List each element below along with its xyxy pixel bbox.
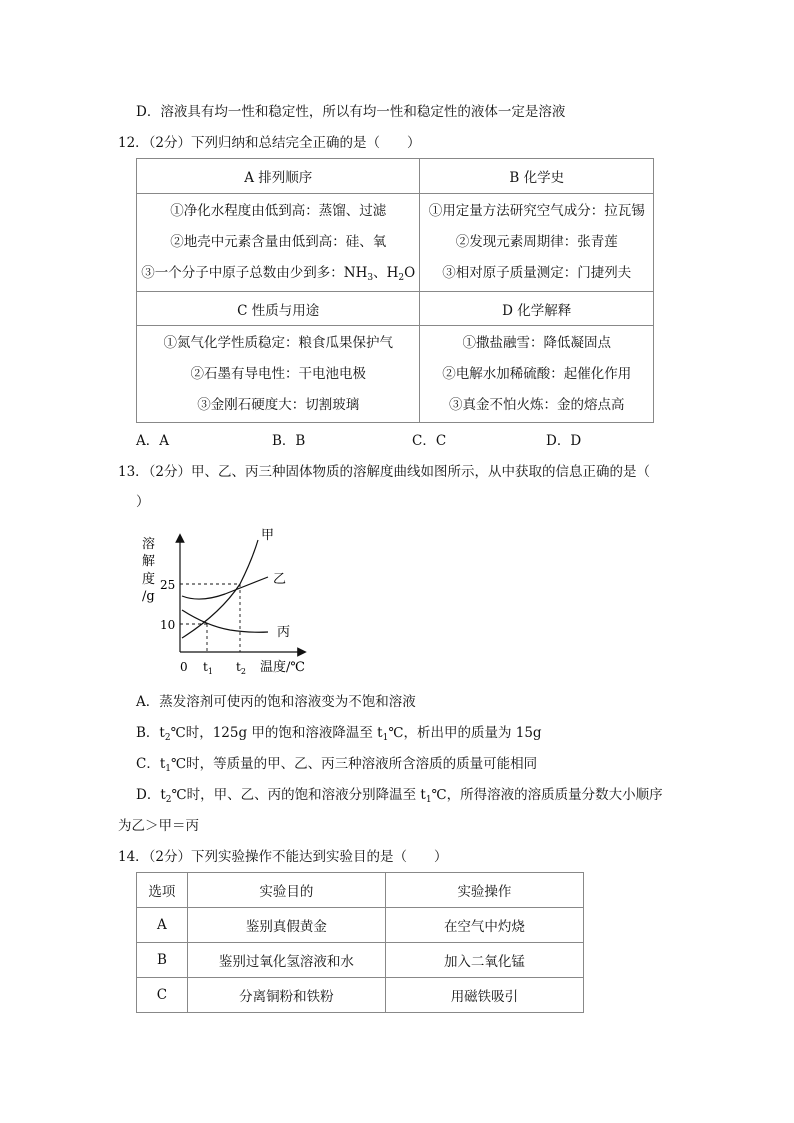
q12-cell-c xyxy=(137,326,420,423)
y-tick-25: 25 xyxy=(160,578,176,592)
q12-header-d: D 化学解释 xyxy=(420,292,654,326)
q14-row-b-purpose: 鉴别过氧化氢溶液和水 xyxy=(187,943,385,978)
q12-stem: 12．（2分）下列归纳和总结完全正确的是（ ） xyxy=(118,135,421,151)
y-label-char-2: 解 xyxy=(142,554,156,569)
y-label-char-3: 度 xyxy=(142,572,156,587)
curve-label-bing: 丙 xyxy=(277,625,291,640)
q12-d-item-1: ①撒盐融雪：降低凝固点 xyxy=(462,334,611,351)
q12-a-item-3: ③一个分子中原子总数由少到多：$NH_3$、$H_2O$ xyxy=(141,265,416,283)
q13-stem-line-1: 13．（2分）甲、乙、丙三种固体物质的溶解度曲线如图所示，从中获取的信息正确的是（ xyxy=(118,464,651,480)
curve-label-yi: 乙 xyxy=(273,572,287,587)
q12-cell-d xyxy=(420,326,654,423)
q14-row-c-purpose: 分离铜粉和铁粉 xyxy=(187,978,385,1013)
x-axis-label: 温度/℃ xyxy=(260,660,305,675)
q12-d-item-2: ②电解水加稀硫酸：起催化作用 xyxy=(442,365,632,382)
q13-option-a: A．蒸发溶剂可使丙的饱和溶液变为不饱和溶液 xyxy=(136,694,416,710)
q13-option-c: C．$t_1℃$时，等质量的甲、乙、丙三种溶液所含溶质的质量可能相同 xyxy=(136,756,538,774)
q12-c-item-3: ③金刚石硬度大：切割玻璃 xyxy=(197,396,360,413)
curve-yi xyxy=(182,577,268,599)
q12-header-b: B 化学史 xyxy=(420,159,654,194)
table-row xyxy=(137,978,584,1013)
q14-header-purpose: 实验目的 xyxy=(187,873,385,908)
q12-option-a: A．A xyxy=(136,433,169,449)
q12-option-b: B．B xyxy=(272,433,306,449)
q12-cell-b xyxy=(420,194,654,292)
q12-header-c: C 性质与用途 xyxy=(137,292,420,326)
q14-row-b-operation: 加入二氧化锰 xyxy=(385,943,583,978)
q12-b-item-1: ①用定量方法研究空气成分：拉瓦锡 xyxy=(428,203,645,219)
q12-c-item-1: ①氮气化学性质稳定：粮食瓜果保护气 xyxy=(163,334,393,351)
q14-row-c-option: C xyxy=(137,978,188,1013)
table-row xyxy=(137,943,584,978)
x-tick-0: 0 xyxy=(180,660,188,674)
x-tick-t1: $t_1$ xyxy=(203,660,213,676)
curve-label-jia: 甲 xyxy=(261,528,275,543)
q12-table xyxy=(136,158,654,423)
q13-option-d: D．$t_2℃$时，甲、乙、丙的饱和溶液分别降温至 $t_1℃$，所得溶液的溶质质量分数大小顺序 xyxy=(136,787,663,805)
q12-c-item-2: ②石墨有导电性：干电池电极 xyxy=(190,365,366,382)
q13-option-b: B．$t_2℃$时，125g 甲的饱和溶液降温至 $t_1℃$，析出甲的质量为 15g xyxy=(136,725,542,743)
q11-option-d: D．溶液具有均一性和稳定性，所以有均一性和稳定性的液体一定是溶液 xyxy=(136,104,566,120)
q14-row-b-option: B xyxy=(137,943,188,978)
q14-header-option: 选项 xyxy=(137,873,188,908)
solubility-curve-chart xyxy=(130,520,310,680)
y-label-char-1: 溶 xyxy=(142,537,156,552)
table-row xyxy=(137,908,584,943)
q12-b-item-3: ③相对原子质量测定：门捷列夫 xyxy=(442,265,632,281)
q14-row-a-operation: 在空气中灼烧 xyxy=(385,908,583,943)
q14-row-c-operation: 用磁铁吸引 xyxy=(385,978,583,1013)
q12-cell-a xyxy=(137,194,420,292)
q12-header-a: A 排列顺序 xyxy=(137,159,420,194)
y-label-char-4: /g xyxy=(142,589,155,604)
q12-a-item-1: ①净化水程度由低到高：蒸馏、过滤 xyxy=(170,203,387,219)
y-tick-10: 10 xyxy=(160,618,176,632)
q14-header-operation: 实验操作 xyxy=(385,873,583,908)
q13-stem-line-2: ） xyxy=(136,494,150,510)
q12-option-d: D．D xyxy=(546,433,582,449)
q12-d-item-3: ③真金不怕火炼：金的熔点高 xyxy=(448,396,625,413)
q13-option-d-line-2: 为乙＞甲＝丙 xyxy=(118,818,199,834)
q12-b-item-2: ②发现元素周期律：张青莲 xyxy=(455,234,618,250)
q12-a-item-2: ②地壳中元素含量由低到高：硅、氧 xyxy=(170,234,387,250)
q14-row-a-option: A xyxy=(137,908,188,943)
curve-jia xyxy=(182,540,258,638)
q14-row-a-purpose: 鉴别真假黄金 xyxy=(187,908,385,943)
q12-option-c: C．C xyxy=(412,433,447,449)
q14-table xyxy=(136,872,584,1013)
q14-stem: 14．（2分）下列实验操作不能达到实验目的是（ ） xyxy=(118,849,448,865)
x-tick-t2: $t_2$ xyxy=(236,660,246,676)
